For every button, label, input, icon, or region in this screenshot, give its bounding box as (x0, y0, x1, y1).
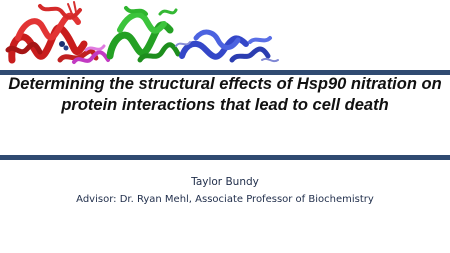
advisor-line: Advisor: Dr. Ryan Mehl, Associate Professor of Biochemistry (76, 194, 374, 205)
author-name: Taylor Bundy (191, 176, 259, 188)
bottom-divider (0, 155, 450, 160)
protein-structure-image (0, 0, 450, 74)
slide-title: Determining the structural effects of Hsp90 nitration on protein interactions that lead to cell death (8, 75, 442, 114)
